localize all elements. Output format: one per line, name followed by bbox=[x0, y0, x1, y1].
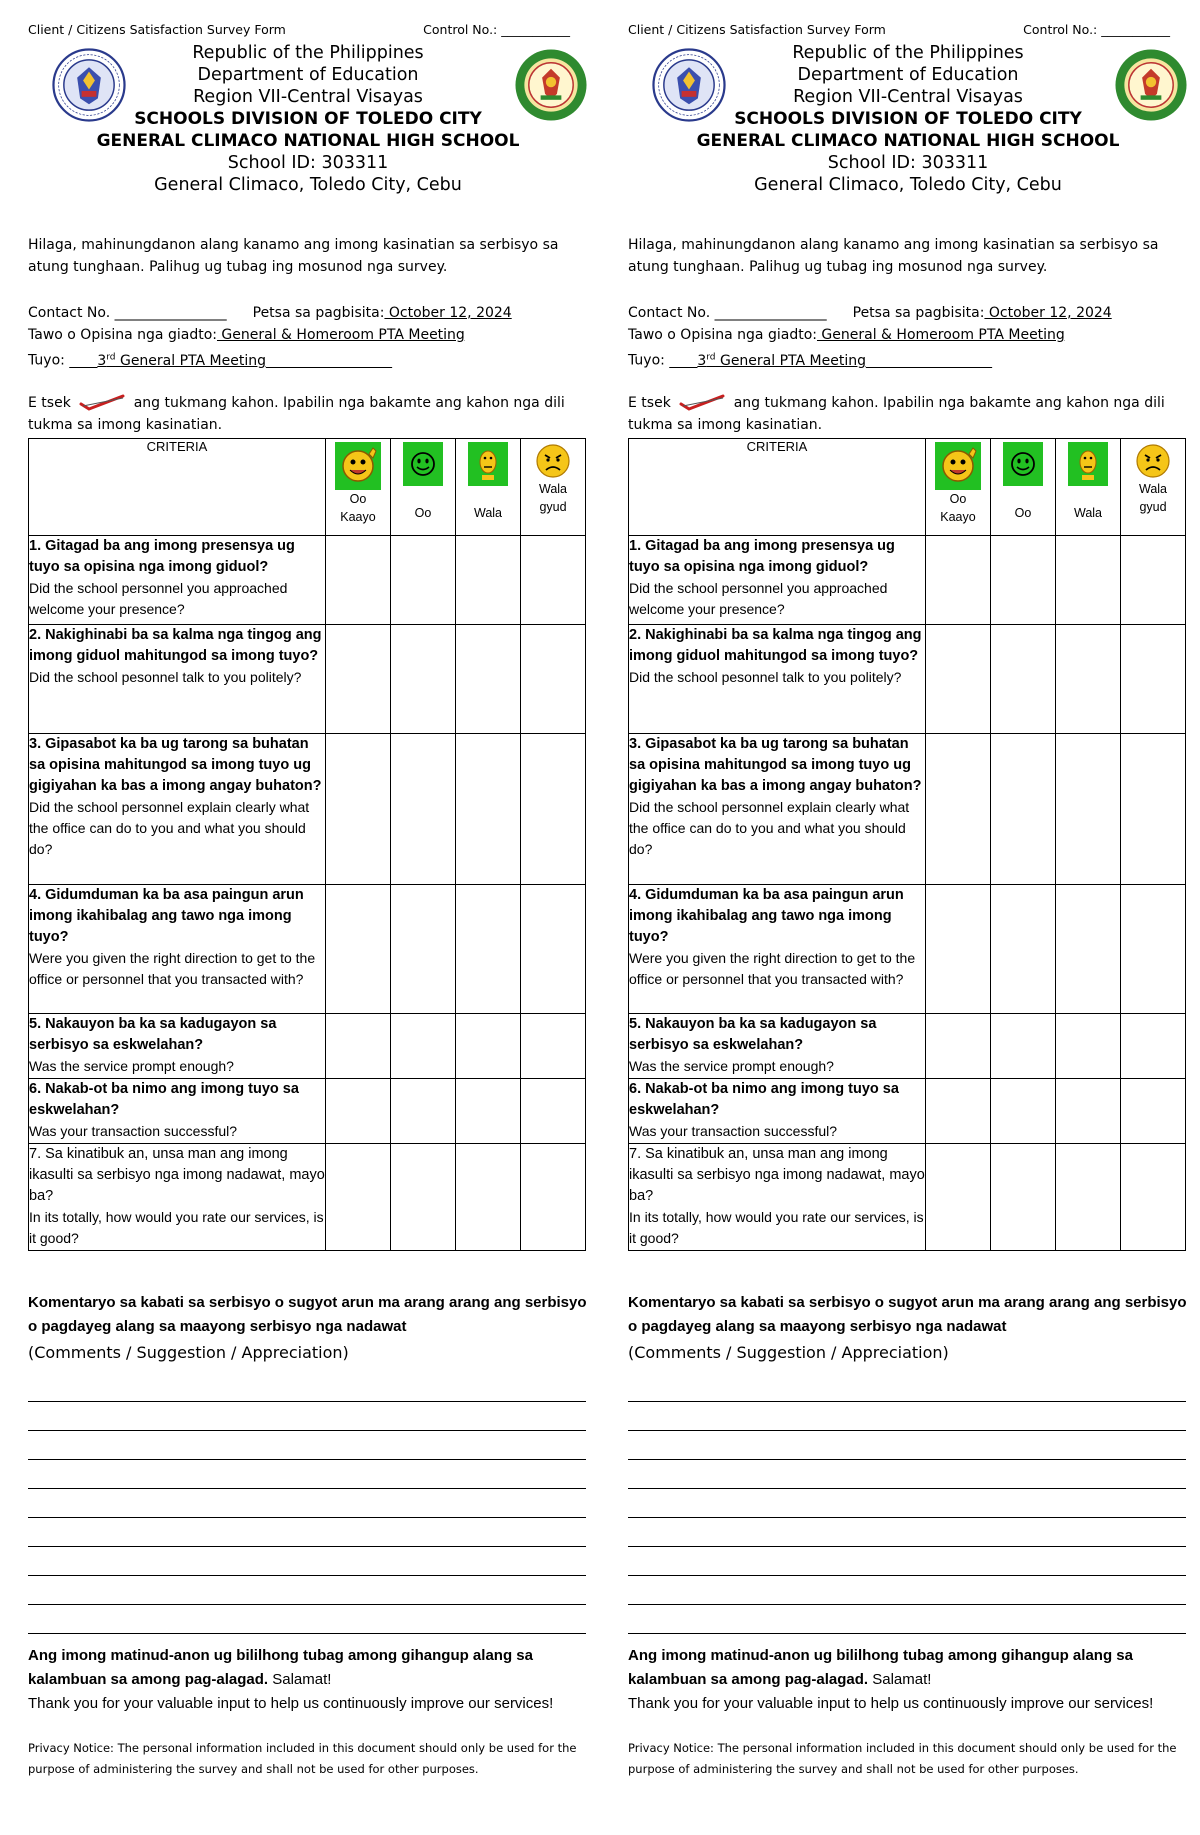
rating-checkbox[interactable] bbox=[1121, 535, 1186, 624]
school-seal-icon bbox=[1114, 48, 1188, 122]
rating-checkbox[interactable] bbox=[521, 1143, 586, 1250]
criteria-row bbox=[29, 1143, 586, 1250]
intro-text: Hilaga, mahinungdanon alang kanamo ang imong kasinatian sa serbisyo sa atung tunghaan. Palihug ug tubag ing mosunod nga survey. bbox=[28, 237, 559, 275]
office-field[interactable]: General & Homeroom PTA Meeting bbox=[816, 327, 1065, 343]
comments-subtitle: (Comments / Suggestion / Appreciation) bbox=[28, 1342, 349, 1362]
form-title: Client / Citizens Satisfaction Survey Form bbox=[628, 22, 886, 37]
survey-form-left bbox=[28, 22, 588, 1802]
rating-checkbox[interactable] bbox=[326, 884, 391, 1013]
form-title: Client / Citizens Satisfaction Survey Form bbox=[28, 22, 286, 37]
rating-checkbox[interactable] bbox=[1121, 733, 1186, 884]
deped-seal-icon bbox=[52, 48, 126, 122]
rating-checkbox[interactable] bbox=[926, 1078, 991, 1143]
comment-line[interactable] bbox=[628, 1431, 1186, 1460]
header-school-id: School ID: 303311 bbox=[227, 153, 389, 173]
rating-checkbox[interactable] bbox=[1121, 624, 1186, 733]
purpose-field[interactable]: 3rd General PTA Meeting bbox=[97, 352, 266, 369]
thanks-section bbox=[628, 1644, 1188, 1716]
dissatisfied-face-icon bbox=[468, 442, 508, 486]
criterion-english: Was the service prompt enough? bbox=[29, 1057, 234, 1074]
comment-line[interactable] bbox=[628, 1576, 1186, 1605]
rating-col-very-satisfied: Oo Kaayo bbox=[326, 438, 391, 535]
comment-lines[interactable] bbox=[628, 1373, 1188, 1634]
criterion-english: Did the school personnel explain clearly what the office can do to you and what you should do? bbox=[629, 798, 910, 857]
rating-checkbox[interactable] bbox=[326, 1013, 391, 1078]
table-header-row bbox=[29, 438, 586, 535]
criteria-header: CRITERIA bbox=[29, 438, 326, 535]
visit-info bbox=[28, 302, 588, 372]
header-region: Region VII-Central Visayas bbox=[793, 87, 1023, 107]
criteria-row bbox=[29, 733, 586, 884]
rating-col-satisfied: Oo bbox=[391, 438, 456, 535]
criterion-english: Was your transaction successful? bbox=[629, 1122, 838, 1139]
rating-checkbox[interactable] bbox=[521, 733, 586, 884]
rating-checkbox[interactable] bbox=[1056, 624, 1121, 733]
satisfied-face-icon bbox=[403, 442, 443, 486]
rating-checkbox[interactable] bbox=[926, 535, 991, 624]
header-deped: Department of Education bbox=[797, 65, 1019, 85]
purpose-row: Tuyo: ____3rd General PTA Meeting__________________ bbox=[628, 352, 992, 369]
criterion-english: Did the school pesonnel talk to you politely? bbox=[629, 668, 902, 685]
rating-checkbox[interactable] bbox=[991, 1078, 1056, 1143]
rating-col-very-dissatisfied: Wala gyud bbox=[521, 438, 586, 535]
criteria-row bbox=[29, 1013, 586, 1078]
header-republic: Republic of the Philippines bbox=[792, 43, 1024, 63]
criterion-cebuano: 4. Gidumduman ka ba asa paingun arun imong ikahibalag ang tawo nga imong tuyo? bbox=[629, 886, 904, 945]
very-dissatisfied-face-icon bbox=[1134, 442, 1172, 480]
comments-subtitle: (Comments / Suggestion / Appreciation) bbox=[628, 1342, 949, 1362]
rating-col-very-satisfied: Oo Kaayo bbox=[926, 438, 991, 535]
criteria-header: CRITERIA bbox=[629, 438, 926, 535]
checkmark-icon bbox=[79, 394, 125, 412]
thanks-salamat: Salamat! bbox=[268, 1670, 332, 1688]
comment-line[interactable] bbox=[628, 1402, 1186, 1431]
criterion-cebuano: 6. Nakab-ot ba nimo ang imong tuyo sa eskwelahan? bbox=[629, 1080, 899, 1118]
comment-lines[interactable] bbox=[28, 1373, 588, 1634]
rating-checkbox[interactable] bbox=[521, 624, 586, 733]
rating-checkbox[interactable] bbox=[926, 1013, 991, 1078]
criteria-row bbox=[29, 884, 586, 1013]
header-school-id: School ID: 303311 bbox=[827, 153, 989, 173]
rating-checkbox[interactable] bbox=[456, 733, 521, 884]
rating-checkbox[interactable] bbox=[1121, 1078, 1186, 1143]
thanks-salamat: Salamat! bbox=[868, 1670, 932, 1688]
rating-checkbox[interactable] bbox=[391, 1078, 456, 1143]
rating-checkbox[interactable] bbox=[521, 1013, 586, 1078]
contact-field[interactable]: ________________ bbox=[714, 305, 827, 321]
rating-checkbox[interactable] bbox=[521, 535, 586, 624]
date-field[interactable]: October 12, 2024 bbox=[384, 305, 512, 321]
rating-checkbox[interactable] bbox=[926, 884, 991, 1013]
rating-checkbox[interactable] bbox=[456, 624, 521, 733]
criterion-cebuano: 2. Nakighinabi ba sa kalma nga tingog ang imong giduol mahitungod sa imong tuyo? bbox=[629, 626, 922, 664]
rating-checkbox[interactable] bbox=[991, 1013, 1056, 1078]
rating-checkbox[interactable] bbox=[391, 1143, 456, 1250]
checkmark-icon bbox=[679, 394, 725, 412]
header-region: Region VII-Central Visayas bbox=[193, 87, 423, 107]
letterhead bbox=[628, 40, 1188, 210]
criterion-english: In its totally, how would you rate our services, is it good? bbox=[629, 1208, 924, 1246]
criterion-cebuano: 1. Gitagad ba ang imong presensya ug tuyo sa opisina nga imong giduol? bbox=[629, 537, 895, 575]
criteria-row bbox=[29, 1078, 586, 1143]
thanks-english: Thank you for your valuable input to help us continuously improve our services! bbox=[628, 1694, 1154, 1712]
criterion-cebuano: 3. Gipasabot ka ba ug tarong sa buhatan sa opisina mahitungod sa imong tuyo ug gigiyahan ka bas a imong angay buhaton? bbox=[29, 735, 322, 794]
comments-title: Komentaryo sa kabati sa serbisyo o sugyot arun ma arang arang ang serbisyo o pagdayeg alang sa maayong serbisyo nga nadawat bbox=[28, 1293, 587, 1335]
criterion-english: In its totally, how would you rate our services, is it good? bbox=[29, 1208, 324, 1246]
rating-col-satisfied: Oo bbox=[991, 438, 1056, 535]
intro-text: Hilaga, mahinungdanon alang kanamo ang imong kasinatian sa serbisyo sa atung tunghaan. Palihug ug tubag ing mosunod nga survey. bbox=[628, 237, 1159, 275]
criterion-cebuano: 2. Nakighinabi ba sa kalma nga tingog ang imong giduol mahitungod sa imong tuyo? bbox=[29, 626, 322, 664]
rating-checkbox[interactable] bbox=[1056, 1143, 1121, 1250]
survey-table bbox=[28, 438, 586, 1251]
comment-line[interactable] bbox=[628, 1373, 1186, 1402]
thanks-english: Thank you for your valuable input to help us continuously improve our services! bbox=[28, 1694, 554, 1712]
criterion-cebuano: 7. Sa kinatibuk an, unsa man ang imong ikasulti sa serbisyo nga imong nadawat, mayo ba? bbox=[629, 1145, 925, 1204]
letterhead bbox=[28, 40, 588, 210]
very-satisfied-face-icon bbox=[935, 442, 981, 490]
rating-checkbox[interactable] bbox=[521, 1078, 586, 1143]
rating-checkbox[interactable] bbox=[456, 884, 521, 1013]
rating-checkbox[interactable] bbox=[926, 1143, 991, 1250]
deped-seal-icon bbox=[652, 48, 726, 122]
header-division: SCHOOLS DIVISION OF TOLEDO CITY bbox=[134, 109, 482, 129]
header-republic: Republic of the Philippines bbox=[192, 43, 424, 63]
comment-line[interactable] bbox=[28, 1460, 586, 1489]
contact-date-row: Contact No. ________________ Petsa sa pagbisita: October 12, 2024 bbox=[628, 305, 1112, 321]
thanks-cebuano: Ang imong matinud-anon ug bililhong tubag among gihangup alang sa kalambuan sa among pag-alagad. bbox=[628, 1646, 1133, 1688]
criteria-row bbox=[629, 1143, 1186, 1250]
rating-checkbox[interactable] bbox=[926, 624, 991, 733]
office-row: Tawo o Opisina nga giadto: General & Homeroom PTA Meeting bbox=[28, 327, 465, 343]
comments-section bbox=[28, 1291, 588, 1634]
survey-table bbox=[628, 438, 1186, 1251]
criteria-row bbox=[629, 1078, 1186, 1143]
thanks-section bbox=[28, 1644, 588, 1716]
rating-checkbox[interactable] bbox=[1056, 1078, 1121, 1143]
form-topline bbox=[28, 22, 588, 40]
criterion-cebuano: 7. Sa kinatibuk an, unsa man ang imong ikasulti sa serbisyo nga imong nadawat, mayo ba? bbox=[29, 1145, 325, 1204]
criteria-row bbox=[629, 1013, 1186, 1078]
criterion-cebuano: 3. Gipasabot ka ba ug tarong sa buhatan sa opisina mahitungod sa imong tuyo ug gigiyahan ka bas a imong angay buhaton? bbox=[629, 735, 922, 794]
criterion-english: Did the school personnel you approached welcome your presence? bbox=[629, 579, 888, 617]
comment-line[interactable] bbox=[28, 1518, 586, 1547]
rating-col-dissatisfied: Wala bbox=[456, 438, 521, 535]
criterion-english: Did the school personnel explain clearly what the office can do to you and what you should do? bbox=[29, 798, 310, 857]
comment-line[interactable] bbox=[28, 1431, 586, 1460]
header-address: General Climaco, Toledo City, Cebu bbox=[154, 175, 462, 195]
header-school-name: GENERAL CLIMACO NATIONAL HIGH SCHOOL bbox=[696, 131, 1120, 151]
rating-checkbox[interactable] bbox=[1056, 535, 1121, 624]
comments-section bbox=[628, 1291, 1188, 1634]
criteria-row bbox=[29, 535, 586, 624]
comment-line[interactable] bbox=[28, 1373, 586, 1402]
criterion-cebuano: 6. Nakab-ot ba nimo ang imong tuyo sa eskwelahan? bbox=[29, 1080, 299, 1118]
rating-col-very-dissatisfied: Wala gyud bbox=[1121, 438, 1186, 535]
rating-checkbox[interactable] bbox=[991, 1143, 1056, 1250]
criterion-english: Did the school pesonnel talk to you politely? bbox=[29, 668, 302, 685]
purpose-row: Tuyo: ____3rd General PTA Meeting__________________ bbox=[28, 352, 392, 369]
form-topline bbox=[628, 22, 1188, 40]
satisfied-face-icon bbox=[1003, 442, 1043, 486]
criterion-cebuano: 1. Gitagad ba ang imong presensya ug tuyo sa opisina nga imong giduol? bbox=[29, 537, 295, 575]
rating-checkbox[interactable] bbox=[326, 1078, 391, 1143]
privacy-notice: Privacy Notice: The personal information included in this document should only be used for the purpose of administering the survey and shall not be used for other purposes. bbox=[628, 1740, 1177, 1776]
criterion-english: Did the school personnel you approached welcome your presence? bbox=[29, 579, 288, 617]
comment-line[interactable] bbox=[28, 1402, 586, 1431]
criteria-row bbox=[629, 535, 1186, 624]
criterion-english: Were you given the right direction to get to the office or personnel that you transacted with? bbox=[629, 949, 916, 987]
criteria-row bbox=[629, 624, 1186, 733]
criterion-english: Was the service prompt enough? bbox=[629, 1057, 834, 1074]
comment-line[interactable] bbox=[28, 1605, 586, 1634]
contact-date-row: Contact No. ________________ Petsa sa pagbisita: October 12, 2024 bbox=[28, 305, 512, 321]
privacy-notice: Privacy Notice: The personal information included in this document should only be used for the purpose of administering the survey and shall not be used for other purposes. bbox=[28, 1740, 577, 1776]
comment-line[interactable] bbox=[628, 1460, 1186, 1489]
rating-checkbox[interactable] bbox=[991, 624, 1056, 733]
very-satisfied-face-icon bbox=[335, 442, 381, 490]
rating-checkbox[interactable] bbox=[1121, 1013, 1186, 1078]
criterion-cebuano: 5. Nakauyon ba ka sa kadugayon sa serbisyo sa eskwelahan? bbox=[29, 1015, 277, 1053]
rating-checkbox[interactable] bbox=[391, 884, 456, 1013]
criteria-row bbox=[629, 884, 1186, 1013]
rating-checkbox[interactable] bbox=[926, 733, 991, 884]
criterion-cebuano: 4. Gidumduman ka ba asa paingun arun imong ikahibalag ang tawo nga imong tuyo? bbox=[29, 886, 304, 945]
criterion-cebuano: 5. Nakauyon ba ka sa kadugayon sa serbisyo sa eskwelahan? bbox=[629, 1015, 877, 1053]
rating-checkbox[interactable] bbox=[326, 535, 391, 624]
survey-form-right bbox=[628, 22, 1188, 1802]
control-number: Control No.: ___________ bbox=[1023, 22, 1170, 37]
rating-checkbox[interactable] bbox=[991, 535, 1056, 624]
rating-checkbox[interactable] bbox=[991, 884, 1056, 1013]
rating-checkbox[interactable] bbox=[521, 884, 586, 1013]
rating-checkbox[interactable] bbox=[456, 1143, 521, 1250]
very-dissatisfied-face-icon bbox=[534, 442, 572, 480]
rating-checkbox[interactable] bbox=[456, 1078, 521, 1143]
contact-field[interactable]: ________________ bbox=[114, 305, 227, 321]
criteria-row bbox=[29, 624, 586, 733]
comment-line[interactable] bbox=[28, 1489, 586, 1518]
rating-checkbox[interactable] bbox=[1121, 884, 1186, 1013]
comment-line[interactable] bbox=[628, 1605, 1186, 1634]
visit-info bbox=[628, 302, 1188, 372]
rating-checkbox[interactable] bbox=[391, 733, 456, 884]
criterion-english: Was your transaction successful? bbox=[29, 1122, 238, 1139]
header-school-name: GENERAL CLIMACO NATIONAL HIGH SCHOOL bbox=[96, 131, 520, 151]
comment-line[interactable] bbox=[28, 1547, 586, 1576]
header-deped: Department of Education bbox=[197, 65, 419, 85]
purpose-field[interactable]: 3rd General PTA Meeting bbox=[697, 352, 866, 369]
dissatisfied-face-icon bbox=[1068, 442, 1108, 486]
rating-checkbox[interactable] bbox=[391, 1013, 456, 1078]
rating-checkbox[interactable] bbox=[326, 1143, 391, 1250]
rating-checkbox[interactable] bbox=[1056, 884, 1121, 1013]
rating-checkbox[interactable] bbox=[456, 535, 521, 624]
rating-checkbox[interactable] bbox=[1121, 1143, 1186, 1250]
rating-checkbox[interactable] bbox=[391, 624, 456, 733]
header-address: General Climaco, Toledo City, Cebu bbox=[754, 175, 1062, 195]
rating-checkbox[interactable] bbox=[326, 733, 391, 884]
table-header-row bbox=[629, 438, 1186, 535]
comment-line[interactable] bbox=[628, 1547, 1186, 1576]
rating-checkbox[interactable] bbox=[456, 1013, 521, 1078]
rating-checkbox[interactable] bbox=[326, 624, 391, 733]
criterion-english: Were you given the right direction to get to the office or personnel that you transacted with? bbox=[29, 949, 316, 987]
comment-line[interactable] bbox=[628, 1518, 1186, 1547]
criteria-row bbox=[629, 733, 1186, 884]
control-number: Control No.: ___________ bbox=[423, 22, 570, 37]
check-instructions: E tsek ang tukmang kahon. Ipabilin nga bakamte ang kahon nga dili tukma sa imong kasinatian. bbox=[628, 394, 1165, 433]
rating-checkbox[interactable] bbox=[991, 733, 1056, 884]
check-instructions: E tsek ang tukmang kahon. Ipabilin nga bakamte ang kahon nga dili tukma sa imong kasinatian. bbox=[28, 394, 565, 433]
comment-line[interactable] bbox=[628, 1489, 1186, 1518]
header-division: SCHOOLS DIVISION OF TOLEDO CITY bbox=[734, 109, 1082, 129]
rating-checkbox[interactable] bbox=[1056, 1013, 1121, 1078]
comment-line[interactable] bbox=[28, 1576, 586, 1605]
rating-checkbox[interactable] bbox=[1056, 733, 1121, 884]
office-field[interactable]: General & Homeroom PTA Meeting bbox=[216, 327, 465, 343]
school-seal-icon bbox=[514, 48, 588, 122]
date-field[interactable]: October 12, 2024 bbox=[984, 305, 1112, 321]
office-row: Tawo o Opisina nga giadto: General & Homeroom PTA Meeting bbox=[628, 327, 1065, 343]
rating-col-dissatisfied: Wala bbox=[1056, 438, 1121, 535]
rating-checkbox[interactable] bbox=[391, 535, 456, 624]
comments-title: Komentaryo sa kabati sa serbisyo o sugyot arun ma arang arang ang serbisyo o pagdayeg alang sa maayong serbisyo nga nadawat bbox=[628, 1293, 1187, 1335]
thanks-cebuano: Ang imong matinud-anon ug bililhong tubag among gihangup alang sa kalambuan sa among pag-alagad. bbox=[28, 1646, 533, 1688]
